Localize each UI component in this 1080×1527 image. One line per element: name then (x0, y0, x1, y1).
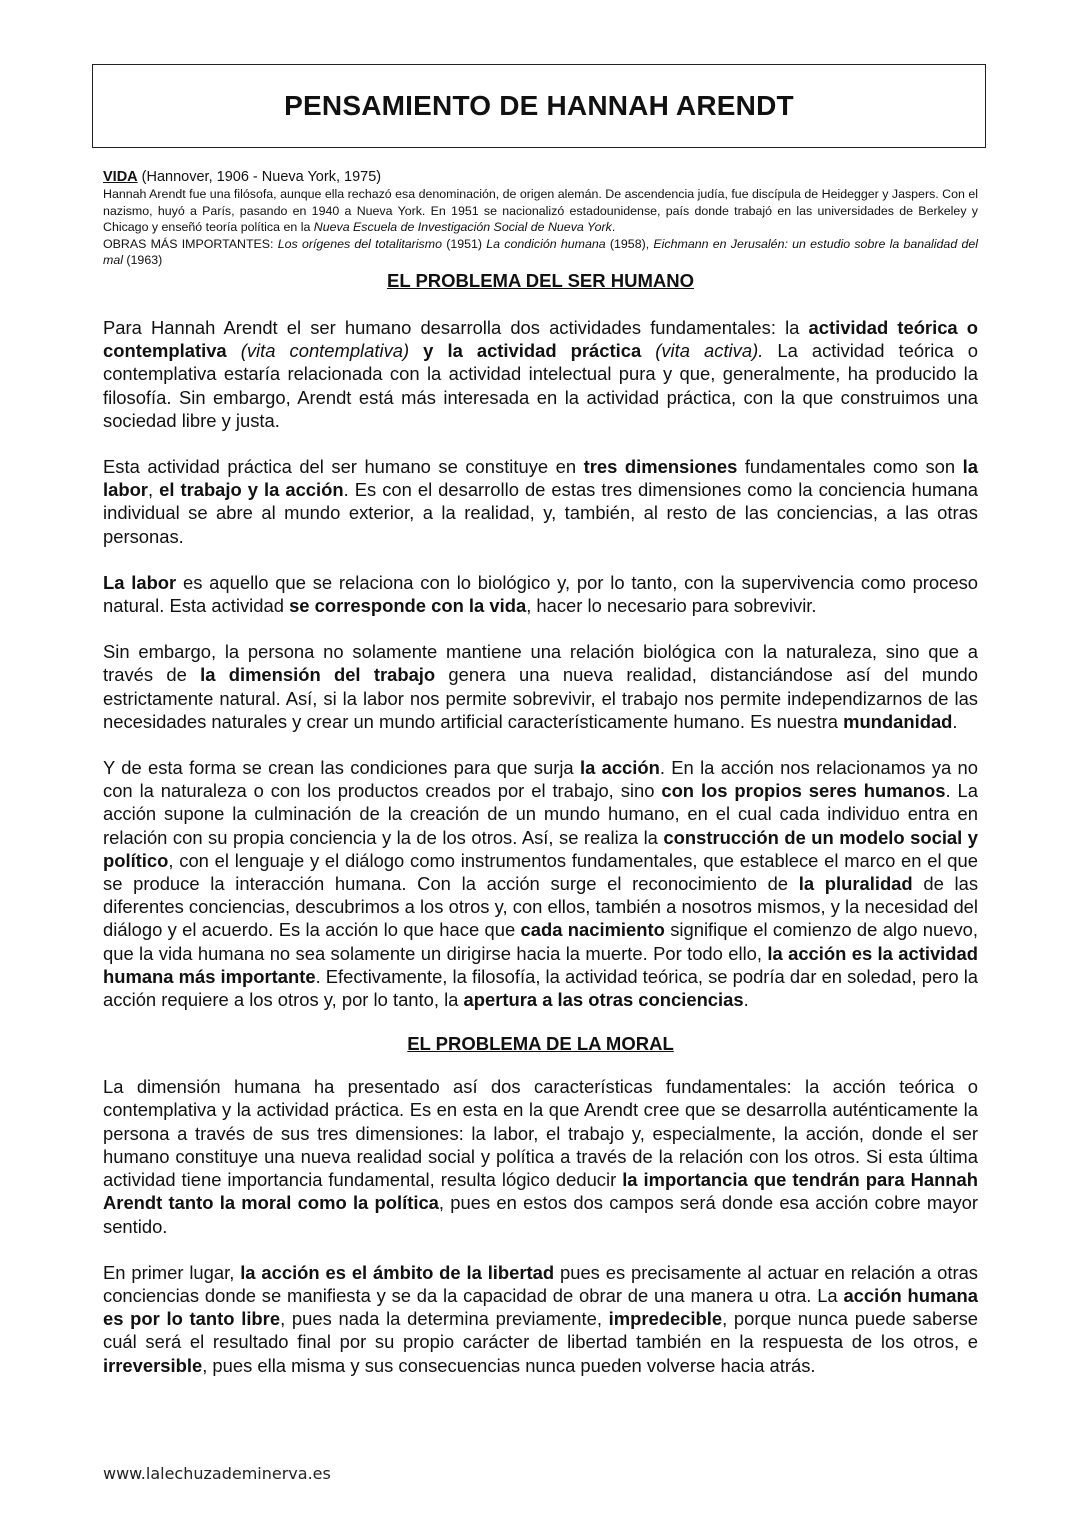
bio-text: Hannah Arendt fue una filósofa, aunque ella rechazó esa denominación, de origen alemán. De ascendencia judía, fue discípula de Heidegger y Jaspers. Con el nazismo, huyó a París, pasando en 1940 a Nueva York. En 1951 se nacionalizó estadounidense, país donde trabajó en las universidades de Berkeley y Chicago y enseñó teoría política en la (103, 187, 978, 235)
paragraph (103, 1075, 978, 1237)
text: . La acción supone la culminación de la creación de un mundo humano, en el cual cada individuo entra en relación con su propia conciencia y la de los otros. Así, se realiza la (103, 780, 978, 848)
bold-text: impredecible (608, 1308, 723, 1330)
obra-year: (1958), (605, 236, 654, 251)
obra-title: La condición humana (486, 236, 606, 251)
text: , pues ella misma y sus consecuencias nunca pueden volverse hacia atrás. (202, 1354, 816, 1376)
biography-block (103, 168, 978, 269)
paragraph (103, 756, 978, 1011)
text: signifique el comienzo de algo nuevo, que la vida humana no sea solamente un dirigirse hacia la muerte. Por todo ello, (103, 919, 979, 964)
obra-title: Eichmann en Jerusalén: un estudio sobre la banalidad del mal (103, 236, 978, 268)
bold-text: cada nacimiento (520, 919, 665, 941)
obras-label: OBRAS MÁS IMPORTANTES: (103, 236, 278, 251)
paragraph (103, 640, 978, 733)
paragraph (103, 316, 978, 432)
bold-text: la dimensión del trabajo (200, 664, 436, 686)
obra-title: Los orígenes del totalitarismo (277, 236, 442, 251)
bold-text: la acción es la actividad humana más importante (103, 942, 978, 987)
bold-text: acción humana es por lo tanto libre (103, 1284, 978, 1330)
vida-label: VIDA (103, 169, 138, 185)
text: , porque nunca puede saberse cuál será el resultado final por su propio carácter de libertad también en la respuesta de los otros, e (103, 1308, 978, 1353)
footer-url: www.lalechuzademinerva.es (103, 1464, 331, 1483)
bold-text: la acción (579, 757, 660, 779)
text: , hacer lo necesario para sobrevivir. (526, 595, 817, 617)
bio-school: Nueva Escuela de Investigación Social de Nueva York (313, 220, 612, 235)
text: La dimensión humana ha presentado así dos características fundamentales: la acción teórica o contemplativa y la actividad práctica. Es en esta en la que Arendt cree que se desarrolla auténticamente la persona a través de sus tres dimensiones: la labor, el trabajo y, especialmente, la acción, donde el ser humano constituye una nueva realidad social y política a través de la relación con los otros. Si esta última actividad tiene importancia fundamental, resulta lógico deducir (103, 1076, 978, 1191)
text: de las diferentes conciencias, descubrimos a los otros y, con ellos, también a nosotros mismos, y la necesidad del diálogo y el acuerdo. Es la acción lo que hace que (103, 873, 979, 941)
paragraph (103, 455, 978, 548)
section-title: EL PROBLEMA DE LA MORAL (407, 1033, 674, 1055)
text: , pues en estos dos campos será donde esa acción cobre mayor sentido. (103, 1192, 978, 1237)
biography-text (103, 186, 978, 269)
bold-text: se corresponde con la vida (289, 595, 527, 617)
text: Esta actividad práctica del ser humano se constituye en (103, 456, 584, 478)
text: Y de esta forma se crean las condiciones para que surja (103, 757, 580, 779)
bold-text: irreversible (103, 1354, 203, 1376)
text: . Es con el desarrollo de estas tres dimensiones como la conciencia humana individual se abre al mundo exterior, a la realidad, y, también, al resto de las conciencias, a las otras personas. (103, 479, 978, 547)
text: La actividad teórica o contemplativa estaría relacionada con la actividad intelectual pura y que, generalmente, ha producido la filosofía. Sin embargo, Arendt está más interesada en la actividad práctica, con la que construimos una sociedad libre y justa. (103, 340, 978, 431)
page-title: PENSAMIENTO DE HANNAH ARENDT (284, 90, 794, 121)
vida-dates: (Hannover, 1906 - Nueva York, 1975) (137, 169, 382, 185)
text: genera una nueva realidad, distanciándose así del mundo estrictamente natural. Así, si la labor nos permite sobrevivir, el trabajo nos permite independizarnos de las necesidades naturales y crear un mundo artificial característicamente humano. Es nuestra (103, 664, 978, 732)
text: Para Hannah Arendt el ser humano desarrolla dos actividades fundamentales: la (103, 317, 809, 338)
text: . Efectivamente, la filosofía, la actividad teórica, se podría dar en soledad, pero la acción requiere a los otros y, por lo tanto, la (103, 965, 979, 1011)
text: . (952, 710, 958, 732)
text: . En la acción nos relacionamos ya no con la naturaleza o con los productos creados por el trabajo, sino (103, 757, 978, 802)
bio-end: . (611, 220, 616, 235)
bold-text: apertura a las otras conciencias (463, 989, 744, 1011)
bold-text: la labor (103, 456, 978, 501)
text: , (147, 479, 160, 501)
bold-text: La labor (103, 571, 177, 593)
bold-text: tres dimensiones (583, 456, 738, 478)
bold-text: la pluralidad (798, 873, 913, 895)
italic-text: (vita activa). (641, 340, 764, 362)
text: fundamentales como son (737, 456, 963, 478)
text: , pues nada la determina previamente, (280, 1308, 609, 1330)
text: pues es precisamente al actuar en relación a otras conciencias donde se manifiesta y se da la capacidad de obrar de una manera u otra. La (103, 1261, 978, 1306)
text: . (743, 989, 749, 1011)
text: Sin embargo, la persona no solamente mantiene una relación biológica con la naturaleza, sino que a través de (103, 641, 978, 686)
title-box (92, 64, 986, 148)
italic-text: (vita contemplativa) (226, 340, 410, 362)
bold-text: con los propios seres humanos (661, 780, 946, 802)
bold-text: la importancia que tendrán para Hannah Arendt tanto la moral como la política (103, 1169, 979, 1214)
bold-text: y la actividad práctica (409, 340, 642, 362)
text: , con el lenguaje y el diálogo como instrumentos fundamentales, que establece el marco en el que se produce la interacción humana. Con la acción surge el reconocimiento de (103, 849, 978, 895)
obra-year: (1963) (122, 253, 163, 268)
bold-text: construcción de un modelo social y político (103, 826, 978, 871)
biography-heading (103, 168, 978, 186)
paragraph (103, 1261, 978, 1377)
bold-text: mundanidad (843, 710, 953, 732)
main-content (103, 270, 978, 1377)
obra-year: (1951) (441, 236, 487, 251)
text: En primer lugar, (103, 1261, 241, 1283)
text: es aquello que se relaciona con lo biológico y, por lo tanto, con la supervivencia como proceso natural. Esta actividad (103, 571, 978, 617)
bold-text: el trabajo y la acción (159, 479, 344, 501)
paragraph (103, 571, 978, 617)
section-title: EL PROBLEMA DEL SER HUMANO (387, 270, 694, 291)
bold-text: la acción es el ámbito de la libertad (240, 1261, 555, 1283)
bold-text: actividad teórica o contemplativa (103, 317, 978, 362)
